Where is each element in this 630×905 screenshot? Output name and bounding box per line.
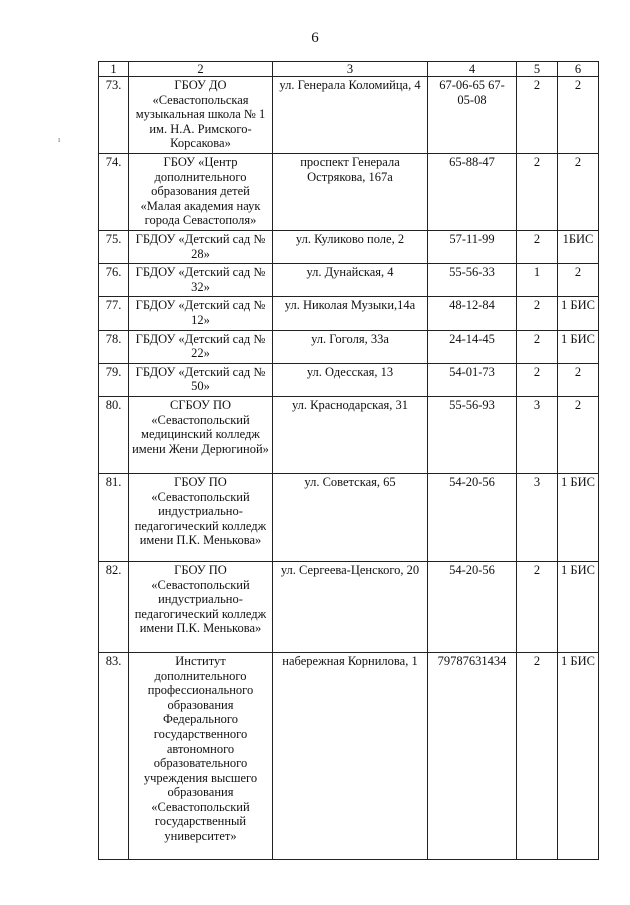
- address: ул. Сергеева-Ценского, 20: [273, 561, 428, 652]
- phone: 54-20-56: [428, 473, 517, 561]
- row-number: 74.: [99, 154, 129, 231]
- address: ул. Краснодарская, 31: [273, 396, 428, 473]
- column-6-value: 2: [558, 154, 599, 231]
- table-row: [99, 231, 599, 264]
- column-6-value: 1 БИС: [558, 297, 599, 330]
- column-5-value: 2: [517, 363, 558, 396]
- institution-name: ГБОУ ДО «Севастопольская музыкальная школа № 1 им. Н.А. Римского-Корсакова»: [129, 77, 273, 154]
- address: ул. Одесская, 13: [273, 363, 428, 396]
- table-row: [99, 473, 599, 561]
- phone: 57-11-99: [428, 231, 517, 264]
- institution-name: ГБДОУ «Детский сад № 12»: [129, 297, 273, 330]
- phone: 24-14-45: [428, 330, 517, 363]
- table-row: [99, 77, 599, 154]
- phone: 79787631434: [428, 652, 517, 859]
- column-5-value: 3: [517, 396, 558, 473]
- address: набережная Корнилова, 1: [273, 652, 428, 859]
- address: ул. Куликово поле, 2: [273, 231, 428, 264]
- column-6-value: 2: [558, 264, 599, 297]
- column-5-value: 2: [517, 652, 558, 859]
- data-table: [98, 61, 599, 860]
- column-5-value: 2: [517, 297, 558, 330]
- header-cell: 6: [558, 62, 599, 77]
- header-cell: 4: [428, 62, 517, 77]
- phone: 55-56-33: [428, 264, 517, 297]
- column-6-value: 1 БИС: [558, 561, 599, 652]
- table-header-row: [99, 62, 599, 77]
- header-cell: 5: [517, 62, 558, 77]
- institution-name: ГБОУ «Центр дополнительного образования детей «Малая академия наук города Севастополя»: [129, 154, 273, 231]
- table-row: [99, 154, 599, 231]
- row-number: 80.: [99, 396, 129, 473]
- margin-mark: ı: [58, 135, 61, 144]
- page-number: 6: [311, 30, 319, 46]
- institution-name: ГБДОУ «Детский сад № 50»: [129, 363, 273, 396]
- phone: 67-06-65 67-05-08: [428, 77, 517, 154]
- row-number: 75.: [99, 231, 129, 264]
- row-number: 76.: [99, 264, 129, 297]
- row-number: 77.: [99, 297, 129, 330]
- column-5-value: 2: [517, 77, 558, 154]
- header-cell: 3: [273, 62, 428, 77]
- column-5-value: 2: [517, 154, 558, 231]
- column-6-value: 1 БИС: [558, 652, 599, 859]
- phone: 54-01-73: [428, 363, 517, 396]
- institution-name: ГБОУ ПО «Севастопольский индустриально-педагогический колледж имени П.К. Менькова»: [129, 561, 273, 652]
- table-row: [99, 297, 599, 330]
- institution-name: ГБДОУ «Детский сад № 32»: [129, 264, 273, 297]
- table-row: [99, 561, 599, 652]
- table-row: [99, 396, 599, 473]
- address: ул. Генерала Коломийца, 4: [273, 77, 428, 154]
- institution-name: Институт дополнительного профессионального образования Федерального государственного автономного образовательного учреждения высшего образования «Севастопольский государственный университет»: [129, 652, 273, 859]
- institution-name: СГБОУ ПО «Севастопольский медицинский колледж имени Жени Дерюгиной»: [129, 396, 273, 473]
- table-row: [99, 264, 599, 297]
- row-number: 82.: [99, 561, 129, 652]
- column-5-value: 2: [517, 330, 558, 363]
- column-6-value: 2: [558, 363, 599, 396]
- column-5-value: 1: [517, 264, 558, 297]
- phone: 65-88-47: [428, 154, 517, 231]
- address: ул. Дунайская, 4: [273, 264, 428, 297]
- row-number: 79.: [99, 363, 129, 396]
- institution-name: ГБДОУ «Детский сад № 22»: [129, 330, 273, 363]
- table-body: [99, 62, 599, 860]
- address: ул. Николая Музыки,14а: [273, 297, 428, 330]
- table-row: [99, 330, 599, 363]
- phone: 55-56-93: [428, 396, 517, 473]
- row-number: 78.: [99, 330, 129, 363]
- column-6-value: 1БИС: [558, 231, 599, 264]
- address: проспект Генерала Острякова, 167а: [273, 154, 428, 231]
- row-number: 81.: [99, 473, 129, 561]
- address: ул. Гоголя, 33а: [273, 330, 428, 363]
- table-row: [99, 652, 599, 859]
- phone: 48-12-84: [428, 297, 517, 330]
- institution-name: ГБДОУ «Детский сад № 28»: [129, 231, 273, 264]
- row-number: 73.: [99, 77, 129, 154]
- column-6-value: 1 БИС: [558, 473, 599, 561]
- header-cell: 2: [129, 62, 273, 77]
- table-row: [99, 363, 599, 396]
- column-5-value: 2: [517, 231, 558, 264]
- header-cell: 1: [99, 62, 129, 77]
- address: ул. Советская, 65: [273, 473, 428, 561]
- column-5-value: 3: [517, 473, 558, 561]
- column-6-value: 2: [558, 396, 599, 473]
- row-number: 83.: [99, 652, 129, 859]
- institution-name: ГБОУ ПО «Севастопольский индустриально-педагогический колледж имени П.К. Менькова»: [129, 473, 273, 561]
- phone: 54-20-56: [428, 561, 517, 652]
- column-6-value: 1 БИС: [558, 330, 599, 363]
- column-5-value: 2: [517, 561, 558, 652]
- column-6-value: 2: [558, 77, 599, 154]
